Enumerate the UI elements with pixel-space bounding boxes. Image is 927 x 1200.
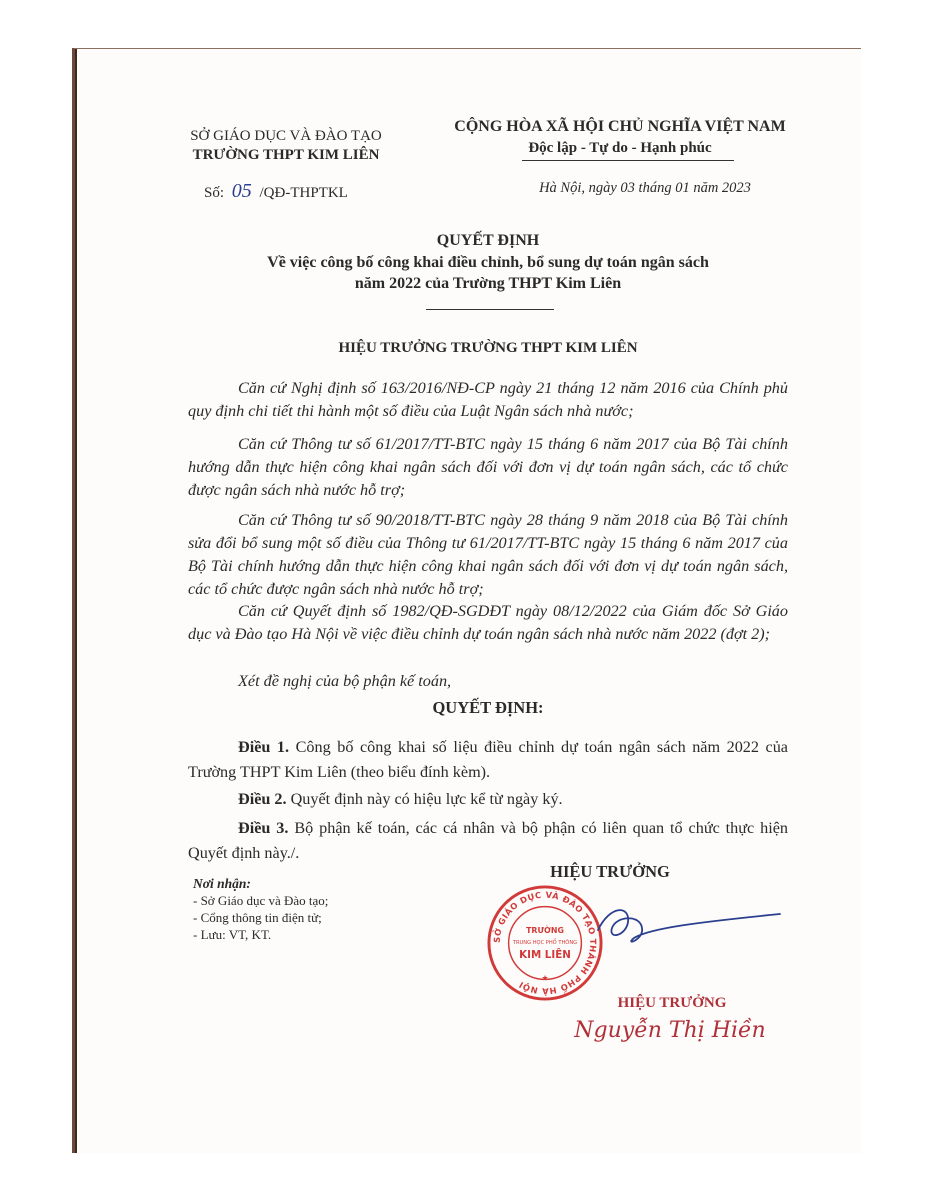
article-label: Điều 1. bbox=[238, 738, 290, 756]
official-seal bbox=[486, 884, 604, 1002]
document-subtitle-1: Về việc công bố công khai điều chỉnh, bổ sung dự toán ngân sách bbox=[267, 254, 709, 271]
department-name: SỞ GIÁO DỤC VÀ ĐÀO TẠO bbox=[190, 128, 382, 144]
seal-center-3: KIM LIÊN bbox=[519, 948, 571, 961]
basis-paragraph: Xét đề nghị của bộ phận kế toán, bbox=[238, 672, 452, 690]
recipient-item: - Sở Giáo dục và Đào tạo; bbox=[193, 893, 329, 908]
basis-paragraph: Căn cứ Nghị định số 163/2016/NĐ-CP ngày 21 tháng 12 năm 2016 của Chính phủ quy định chi tiết thi hành một số điều của Luật Ngân sách nhà nước; bbox=[188, 379, 788, 420]
document-date: Hà Nội, ngày 03 tháng 01 năm 2023 bbox=[539, 180, 751, 196]
article-3 bbox=[188, 816, 788, 866]
number-suffix: /QĐ-THPTKL bbox=[259, 185, 348, 201]
article-1 bbox=[188, 735, 788, 785]
number-label: Số: bbox=[204, 185, 225, 201]
document-title: QUYẾT ĐỊNH bbox=[436, 232, 540, 249]
article-2 bbox=[188, 787, 788, 812]
school-name: TRƯỜNG THPT KIM LIÊN bbox=[192, 147, 380, 163]
stamp-title: HIỆU TRƯỞNG bbox=[617, 995, 727, 1011]
basis-paragraph: Căn cứ Thông tư số 90/2018/TT-BTC ngày 28 tháng 9 năm 2018 của Bộ Tài chính sửa đổi bổ sung một số điều của Thông tư 61/2017/TT-BTC ngày 15 tháng 6 năm 2017 của Bộ Tài chính hướng dẫn thực hiện công khai ngân sách đối với đơn vị dự toán ngân sách, các tổ chức được ngân sách nhà nước hỗ trợ; bbox=[188, 511, 788, 598]
decision-heading: QUYẾT ĐỊNH: bbox=[432, 698, 544, 717]
signer-name: Nguyễn Thị Hiền bbox=[574, 1018, 766, 1043]
motto-underline bbox=[522, 160, 734, 161]
seal-center-2: TRUNG HỌC PHỔ THÔNG bbox=[512, 939, 578, 946]
title-underline bbox=[426, 309, 554, 310]
issuing-authority: HIỆU TRƯỞNG TRƯỜNG THPT KIM LIÊN bbox=[338, 340, 638, 356]
number-handwritten: 05 bbox=[231, 180, 252, 202]
signature-title: HIỆU TRƯỞNG bbox=[550, 862, 670, 881]
article-label: Điều 2. bbox=[238, 790, 287, 808]
seal-star-icon: ★ bbox=[541, 973, 549, 983]
document-subtitle-2: năm 2022 của Trường THPT Kim Liên bbox=[354, 275, 622, 292]
document-number bbox=[204, 180, 348, 203]
recipient-item: - Lưu: VT, KT. bbox=[193, 927, 272, 942]
article-label: Điều 3. bbox=[238, 819, 289, 837]
basis-paragraph: Căn cứ Thông tư số 61/2017/TT-BTC ngày 15 tháng 6 năm 2017 của Bộ Tài chính hướng dẫn thực hiện công khai ngân sách đối với đơn vị dự toán ngân sách, các tổ chức được ngân sách nhà nước hỗ trợ; bbox=[188, 435, 788, 499]
seal-center-1: TRƯỜNG bbox=[526, 926, 564, 936]
recipient-item: - Cổng thông tin điện tử; bbox=[193, 910, 322, 925]
article-text: Quyết định này có hiệu lực kể từ ngày ký. bbox=[286, 790, 563, 808]
country-name: CỘNG HÒA XÃ HỘI CHỦ NGHĨA VIỆT NAM bbox=[454, 118, 786, 135]
article-text: Công bố công khai số liệu điều chỉnh dự toán ngân sách năm 2022 của Trường THPT Kim Liên (theo biểu đính kèm). bbox=[188, 738, 788, 781]
handwritten-signature-icon bbox=[590, 900, 790, 955]
seal-ring-text: SỞ GIÁO DỤC VÀ ĐÀO TẠO THÀNH PHỐ HÀ NỘI bbox=[491, 889, 599, 997]
recipients-title: Nơi nhận: bbox=[193, 876, 251, 891]
motto: Độc lập - Tự do - Hạnh phúc bbox=[528, 140, 712, 156]
article-text: Bộ phận kế toán, các cá nhân và bộ phận có liên quan tổ chức thực hiện Quyết định này./. bbox=[188, 819, 789, 862]
basis-paragraph: Căn cứ Quyết định số 1982/QĐ-SGDĐT ngày 08/12/2022 của Giám đốc Sở Giáo dục và Đào tạo Hà Nội về việc điều chỉnh dự toán ngân sách nhà nước năm 2022 (đợt 2); bbox=[188, 602, 788, 643]
